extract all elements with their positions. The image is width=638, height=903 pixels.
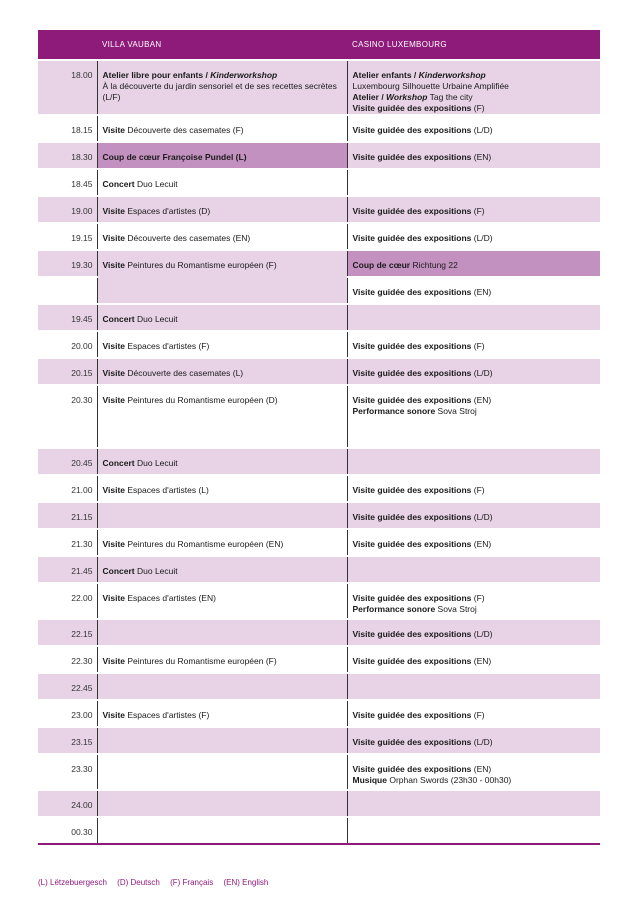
villa-vauban-cell xyxy=(97,169,347,196)
casino-luxembourg-cell xyxy=(347,529,600,556)
entry-detail: Sova Stroj xyxy=(435,406,477,416)
schedule-row xyxy=(38,385,600,448)
time-cell: 21.00 xyxy=(38,475,97,502)
entry-line xyxy=(103,179,347,190)
entry-detail: Peintures du Romantisme européen (F) xyxy=(125,260,277,270)
entry-detail: (F) xyxy=(471,341,485,351)
villa-vauban-cell xyxy=(97,754,347,790)
entry-line xyxy=(353,593,601,604)
entry-line xyxy=(103,152,347,163)
entry-detail: Duo Lecuit xyxy=(134,179,178,189)
casino-luxembourg-cell xyxy=(347,60,600,115)
entry-line xyxy=(353,233,601,244)
schedule-row xyxy=(38,331,600,358)
villa-vauban-cell xyxy=(97,556,347,583)
villa-vauban-cell xyxy=(97,115,347,142)
time-cell: 19.45 xyxy=(38,304,97,331)
entry-title: Atelier enfants / xyxy=(352,70,419,80)
header-villa-vauban: VILLA VAUBAN xyxy=(97,30,347,60)
header-time-cell xyxy=(38,30,97,60)
entry-detail: (F) xyxy=(471,593,485,603)
time-cell: 22.30 xyxy=(38,646,97,673)
casino-luxembourg-cell xyxy=(347,358,600,385)
casino-luxembourg-cell xyxy=(347,646,600,673)
casino-luxembourg-cell xyxy=(347,385,600,448)
time-cell: 24.00 xyxy=(38,790,97,817)
entry-title: Workshop xyxy=(386,92,428,102)
schedule-row xyxy=(38,646,600,673)
casino-luxembourg-cell xyxy=(347,556,600,583)
entry-line xyxy=(353,368,601,379)
time-cell: 20.15 xyxy=(38,358,97,385)
entry-detail: (L/D) xyxy=(471,629,493,639)
entry-line xyxy=(353,341,601,352)
time-cell: 23.30 xyxy=(38,754,97,790)
entry-title: Visite guidée des expositions xyxy=(352,395,472,405)
entry-title: Concert xyxy=(102,566,135,576)
time-cell: 18.15 xyxy=(38,115,97,142)
entry-line xyxy=(353,485,601,496)
villa-vauban-cell xyxy=(97,60,347,115)
casino-luxembourg-cell xyxy=(347,331,600,358)
entry-line xyxy=(103,341,347,352)
schedule-row xyxy=(38,142,600,169)
time-cell: 21.15 xyxy=(38,502,97,529)
schedule-row xyxy=(38,475,600,502)
entry-detail: Duo Lecuit xyxy=(134,458,178,468)
schedule-row xyxy=(38,727,600,754)
entry-detail: Espaces d'artistes (F) xyxy=(125,710,210,720)
schedule-row xyxy=(38,817,600,844)
villa-vauban-cell xyxy=(97,250,347,304)
villa-vauban-cell xyxy=(97,790,347,817)
time-cell: 22.00 xyxy=(38,583,97,619)
entry-title: Visite xyxy=(102,395,126,405)
casino-luxembourg-cell xyxy=(347,115,600,142)
entry-title: Coup de cœur Françoise Pundel (L) xyxy=(102,152,247,162)
entry-title: Visite guidée des expositions xyxy=(352,125,472,135)
schedule-row xyxy=(38,169,600,196)
entry-detail: (F) xyxy=(471,710,485,720)
entry-title: Visite guidée des expositions xyxy=(352,485,472,495)
entry-title: Visite guidée des expositions xyxy=(352,287,472,297)
time-cell: 22.15 xyxy=(38,619,97,646)
entry-title: Visite guidée des expositions xyxy=(352,233,472,243)
time-cell: 20.00 xyxy=(38,331,97,358)
entry-title: Visite guidée des expositions xyxy=(352,368,472,378)
villa-vauban-cell xyxy=(97,196,347,223)
entry-title: Visite xyxy=(102,260,126,270)
entry-title: Visite guidée des expositions xyxy=(352,341,472,351)
entry-line xyxy=(103,485,347,496)
entry-line xyxy=(103,539,347,550)
villa-vauban-cell xyxy=(97,817,347,844)
entry-line xyxy=(353,92,601,103)
entry-detail: Luxembourg Silhouette Urbaine Amplifiée xyxy=(352,81,509,91)
time-cell: 20.45 xyxy=(38,448,97,475)
casino-luxembourg-cell xyxy=(347,448,600,475)
entry-line xyxy=(353,539,601,550)
entry-title: Concert xyxy=(102,179,135,189)
villa-vauban-cell xyxy=(97,673,347,700)
entry-title: Visite guidée des expositions xyxy=(352,103,472,113)
schedule-row xyxy=(38,754,600,790)
schedule-header xyxy=(38,30,600,60)
schedule-row xyxy=(38,529,600,556)
time-cell: 18.45 xyxy=(38,169,97,196)
casino-luxembourg-cell xyxy=(347,142,600,169)
entry-title: Visite xyxy=(102,368,126,378)
entry-line xyxy=(103,70,347,81)
entry-line xyxy=(103,395,347,406)
entry-title: Performance sonore xyxy=(352,406,436,416)
entry-detail: Peintures du Romantisme européen (EN) xyxy=(125,539,284,549)
casino-luxembourg-cell xyxy=(347,727,600,754)
entry-line xyxy=(103,368,347,379)
time-cell xyxy=(38,277,97,304)
villa-vauban-cell xyxy=(97,646,347,673)
casino-luxembourg-cell xyxy=(347,817,600,844)
entry-line xyxy=(353,206,601,217)
entry-detail: (F) xyxy=(471,485,485,495)
entry-title: Performance sonore xyxy=(352,604,436,614)
entry-title: Visite guidée des expositions xyxy=(352,710,472,720)
casino-luxembourg-cell xyxy=(347,223,600,250)
entry-line xyxy=(353,710,601,721)
time-cell: 18.30 xyxy=(38,142,97,169)
entry-detail: (L/D) xyxy=(471,737,493,747)
casino-luxembourg-cell xyxy=(347,304,600,331)
entry-line xyxy=(103,458,347,469)
entry-detail: Peintures du Romantisme européen (F) xyxy=(125,656,277,666)
casino-luxembourg-cell xyxy=(347,754,600,790)
entry-detail: Peintures du Romantisme européen (D) xyxy=(125,395,278,405)
entry-line xyxy=(353,287,601,298)
villa-vauban-cell xyxy=(97,142,347,169)
entry-detail: (L/D) xyxy=(471,125,493,135)
entry-title: Visite xyxy=(102,593,126,603)
schedule-row xyxy=(38,619,600,646)
schedule-row xyxy=(38,583,600,619)
entry-line xyxy=(103,92,347,103)
entry-line xyxy=(103,710,347,721)
entry-title: Coup de cœur xyxy=(352,260,411,270)
time-cell: 23.00 xyxy=(38,700,97,727)
schedule-row xyxy=(38,250,600,277)
entry-line xyxy=(353,125,601,136)
legend-item-l: (L) Lëtzebuergesch xyxy=(38,878,107,887)
schedule-row xyxy=(38,502,600,529)
time-cell: 19.30 xyxy=(38,250,97,277)
entry-line xyxy=(353,775,601,786)
entry-title: Visite guidée des expositions xyxy=(352,656,472,666)
time-cell: 00.30 xyxy=(38,817,97,844)
entry-title: Visite xyxy=(102,341,126,351)
casino-luxembourg-cell xyxy=(347,502,600,529)
casino-luxembourg-cell xyxy=(347,673,600,700)
entry-title: Visite guidée des expositions xyxy=(352,593,472,603)
schedule-row xyxy=(38,304,600,331)
time-cell: 20.30 xyxy=(38,385,97,448)
villa-vauban-cell xyxy=(97,223,347,250)
entry-detail: (EN) xyxy=(471,287,492,297)
entry-detail: Sova Stroj xyxy=(435,604,477,614)
villa-vauban-cell xyxy=(97,529,347,556)
entry-detail: (EN) xyxy=(471,656,492,666)
entry-title: Visite xyxy=(102,539,126,549)
casino-luxembourg-cell xyxy=(347,169,600,196)
entry-detail: (L/D) xyxy=(471,368,493,378)
entry-line xyxy=(353,512,601,523)
casino-luxembourg-cell xyxy=(347,790,600,817)
entry-line xyxy=(103,314,347,325)
entry-title: Visite guidée des expositions xyxy=(352,629,472,639)
casino-luxembourg-cell xyxy=(347,277,600,304)
casino-luxembourg-cell xyxy=(347,619,600,646)
entry-detail: (F) xyxy=(471,206,485,216)
entry-detail: (EN) xyxy=(471,764,492,774)
entry-title: Visite guidée des expositions xyxy=(352,539,472,549)
villa-vauban-cell xyxy=(97,619,347,646)
entry-detail: Espaces d'artistes (F) xyxy=(125,341,210,351)
entry-title: Visite xyxy=(102,233,126,243)
schedule-row xyxy=(38,115,600,142)
entry-detail: Découverte des casemates (F) xyxy=(125,125,244,135)
entry-detail: (EN) xyxy=(471,395,492,405)
time-cell: 23.15 xyxy=(38,727,97,754)
entry-title: Visite guidée des expositions xyxy=(352,737,472,747)
time-cell: 21.30 xyxy=(38,529,97,556)
schedule-row xyxy=(38,790,600,817)
header-casino-luxembourg: CASINO LUXEMBOURG xyxy=(347,30,600,60)
entry-detail: Découverte des casemates (EN) xyxy=(125,233,251,243)
entry-line xyxy=(353,70,601,81)
entry-line xyxy=(103,233,347,244)
entry-title: Visite guidée des expositions xyxy=(352,512,472,522)
entry-title: Kinderworkshop xyxy=(418,70,486,80)
entry-line xyxy=(353,395,601,406)
villa-vauban-cell xyxy=(97,502,347,529)
entry-detail: Duo Lecuit xyxy=(134,566,178,576)
entry-title: Visite guidée des expositions xyxy=(352,206,472,216)
entry-line xyxy=(353,737,601,748)
legend-item-en: (EN) English xyxy=(223,878,269,887)
casino-luxembourg-cell xyxy=(347,475,600,502)
entry-detail: Espaces d'artistes (EN) xyxy=(125,593,216,603)
entry-detail: (L/D) xyxy=(471,233,493,243)
entry-detail: Duo Lecuit xyxy=(134,314,178,324)
time-cell: 19.15 xyxy=(38,223,97,250)
entry-detail: Espaces d'artistes (L) xyxy=(125,485,209,495)
casino-luxembourg-cell xyxy=(347,700,600,727)
villa-vauban-cell xyxy=(97,727,347,754)
entry-line xyxy=(103,593,347,604)
entry-line xyxy=(353,260,601,271)
time-cell: 22.45 xyxy=(38,673,97,700)
schedule-row xyxy=(38,358,600,385)
schedule-row xyxy=(38,700,600,727)
villa-vauban-cell xyxy=(97,385,347,448)
entry-line xyxy=(353,103,601,114)
schedule-row xyxy=(38,556,600,583)
entry-title: Visite guidée des expositions xyxy=(352,152,472,162)
entry-title: Concert xyxy=(102,314,135,324)
entry-title: Visite xyxy=(102,125,126,135)
entry-detail: À la découverte du jardin sensoriel et de ses recettes secrètes xyxy=(102,81,337,91)
entry-detail: (L/F) xyxy=(102,92,121,102)
legend-item-d: (D) Deutsch xyxy=(117,878,160,887)
entry-detail: Découverte des casemates (L) xyxy=(125,368,244,378)
entry-title: Visite xyxy=(102,710,126,720)
entry-title: Atelier libre pour enfants / xyxy=(102,70,211,80)
entry-line xyxy=(353,764,601,775)
entry-detail: (L/D) xyxy=(471,512,493,522)
entry-detail: Tag the city xyxy=(427,92,473,102)
casino-luxembourg-cell xyxy=(347,250,600,277)
entry-title: Visite xyxy=(102,656,126,666)
entry-line xyxy=(353,406,601,417)
language-legend xyxy=(38,878,276,887)
villa-vauban-cell xyxy=(97,448,347,475)
entry-line xyxy=(103,125,347,136)
entry-line xyxy=(103,206,347,217)
schedule-row xyxy=(38,196,600,223)
villa-vauban-cell xyxy=(97,304,347,331)
time-cell: 21.45 xyxy=(38,556,97,583)
entry-title: Atelier / xyxy=(352,92,387,102)
entry-line xyxy=(353,152,601,163)
villa-vauban-cell xyxy=(97,475,347,502)
entry-detail: (EN) xyxy=(471,539,492,549)
casino-luxembourg-cell xyxy=(347,583,600,619)
entry-detail: (F) xyxy=(471,103,485,113)
time-cell: 18.00 xyxy=(38,60,97,115)
villa-vauban-cell xyxy=(97,583,347,619)
entry-title: Concert xyxy=(102,458,135,468)
entry-line xyxy=(353,629,601,640)
entry-line xyxy=(103,81,347,92)
entry-line xyxy=(353,81,601,92)
entry-title: Kinderworkshop xyxy=(210,70,278,80)
entry-detail: Richtung 22 xyxy=(410,260,458,270)
entry-title: Visite xyxy=(102,485,126,495)
villa-vauban-cell xyxy=(97,331,347,358)
entry-title: Musique xyxy=(352,775,387,785)
entry-detail: Espaces d'artistes (D) xyxy=(125,206,211,216)
entry-line xyxy=(103,566,347,577)
villa-vauban-cell xyxy=(97,700,347,727)
villa-vauban-cell xyxy=(97,358,347,385)
schedule-row xyxy=(38,223,600,250)
entry-title: Visite guidée des expositions xyxy=(352,764,472,774)
schedule-body xyxy=(38,60,600,844)
legend-item-f: (F) Français xyxy=(170,878,214,887)
time-cell: 19.00 xyxy=(38,196,97,223)
schedule-row xyxy=(38,60,600,115)
entry-line xyxy=(103,656,347,667)
entry-detail: (EN) xyxy=(471,152,492,162)
schedule-table xyxy=(38,30,600,845)
casino-luxembourg-cell xyxy=(347,196,600,223)
entry-detail: Orphan Swords (23h30 - 00h30) xyxy=(386,775,512,785)
entry-line xyxy=(353,656,601,667)
entry-line xyxy=(103,260,347,271)
schedule-row xyxy=(38,448,600,475)
entry-line xyxy=(353,604,601,615)
schedule-row xyxy=(38,673,600,700)
entry-title: Visite xyxy=(102,206,126,216)
